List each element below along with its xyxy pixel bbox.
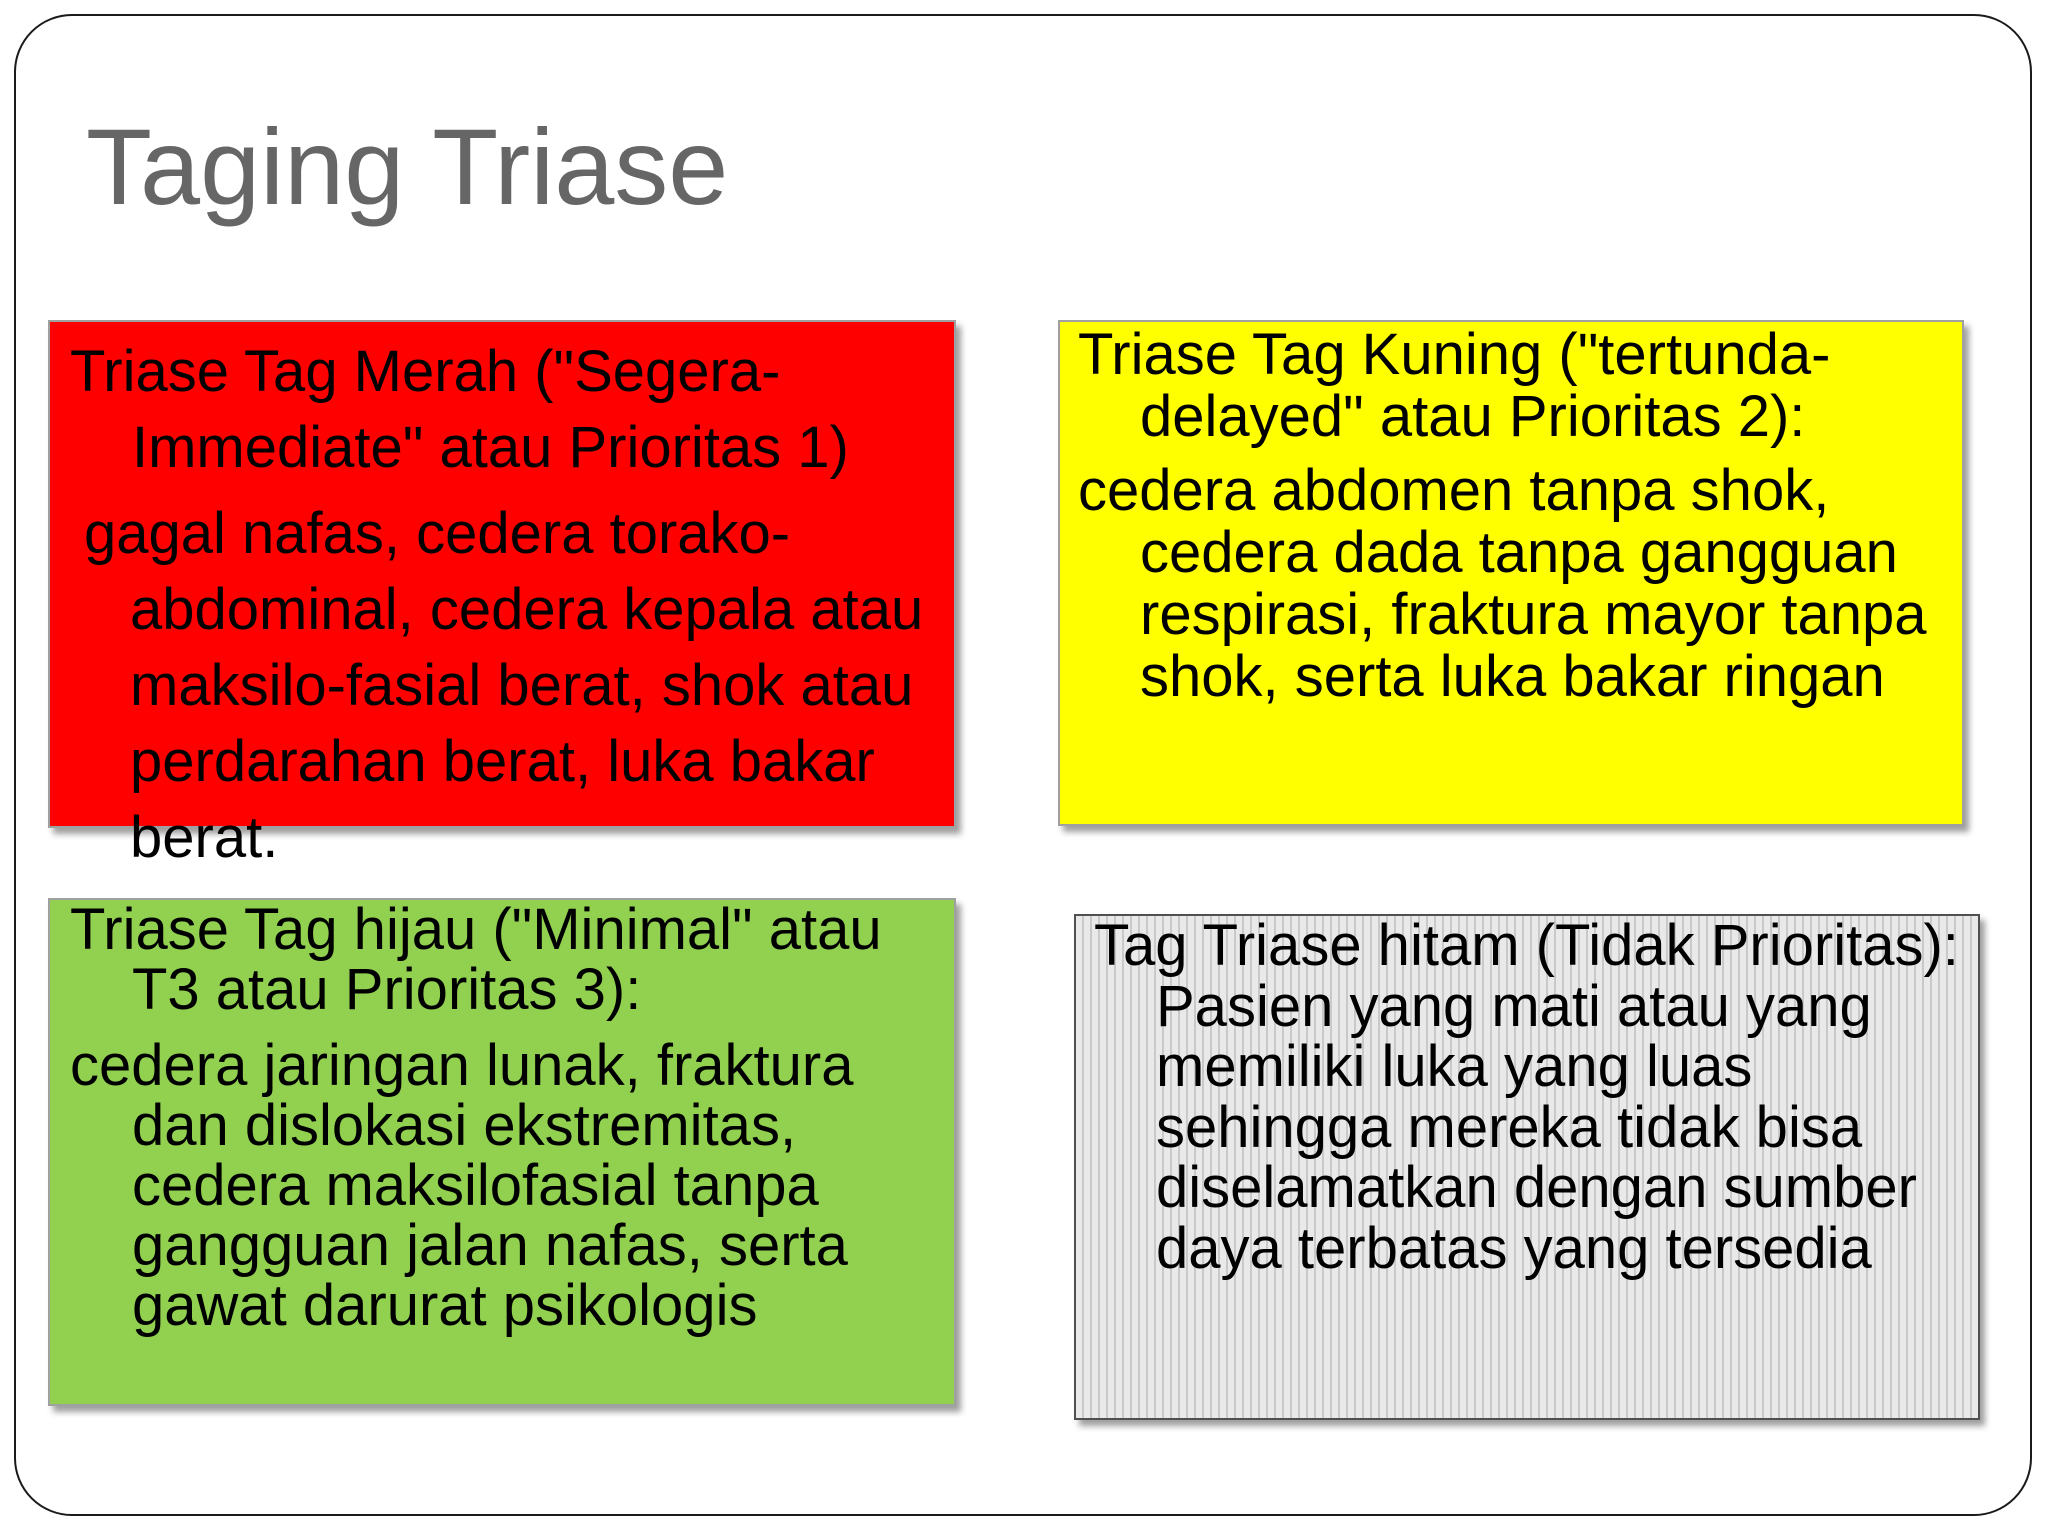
yellow-tag-body: cedera abdomen tanpa shok, cedera dada tanpa gangguan respirasi, fraktura mayor tanpa shok, serta luka bakar ringan [1078,458,1927,709]
black-tag-body: Tag Triase hitam (Tidak Prioritas): Pasien yang mati atau yang memiliki luka yang luas sehingga mereka tidak bisa diselamatkan dengan sumber daya terbatas yang tersedia [1094,913,1959,1281]
yellow-tag-heading: Triase Tag Kuning ("tertunda-delayed" atau Prioritas 2): [1078,322,1831,449]
red-tag-text [70,334,950,876]
green-tag-body: cedera jaringan lunak, fraktura dan dislokasi ekstremitas, cedera maksilofasial tanpa gangguan jalan nafas, serta gawat darurat psikologis [70,1033,854,1338]
green-tag-text [70,897,950,1338]
red-tag-body: gagal nafas, cedera torako-abdominal, cedera kepala atau maksilo-fasial berat, shok atau perdarahan berat, luka bakar berat. [84,501,924,870]
green-tag-heading: Triase Tag hijau ("Minimal" atau T3 atau Prioritas 3): [70,897,882,1022]
yellow-tag-text [1078,324,1958,708]
red-tag-heading: Triase Tag Merah ("Segera-Immediate" atau Prioritas 1) [70,339,849,480]
slide-title: Taging Triase [86,106,729,227]
black-tag-text [1094,913,1974,1281]
